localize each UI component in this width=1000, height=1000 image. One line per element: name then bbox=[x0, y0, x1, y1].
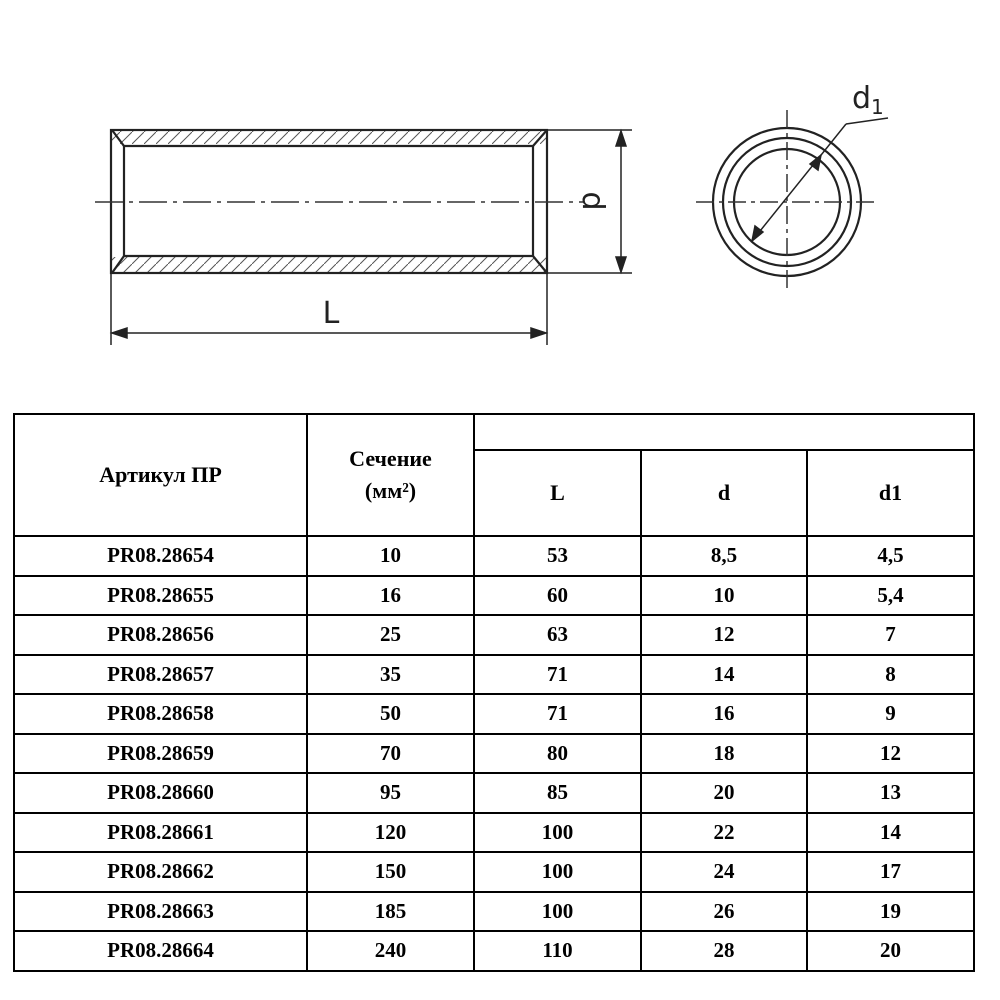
L-cell: 80 bbox=[474, 734, 641, 774]
table-body bbox=[14, 536, 974, 971]
d1-cell: 19 bbox=[807, 892, 974, 932]
article-cell: PR08.28660 bbox=[14, 773, 307, 813]
header-L: L bbox=[474, 450, 641, 536]
specification-table bbox=[13, 413, 975, 972]
d1-cell: 13 bbox=[807, 773, 974, 813]
section-cell: 35 bbox=[307, 655, 474, 695]
article-cell: PR08.28656 bbox=[14, 615, 307, 655]
header-section-line1: Сечение bbox=[349, 446, 432, 472]
L-cell: 63 bbox=[474, 615, 641, 655]
L-cell: 100 bbox=[474, 852, 641, 892]
d1-cell: 17 bbox=[807, 852, 974, 892]
section-cell: 150 bbox=[307, 852, 474, 892]
sleeve-technical-drawing bbox=[0, 0, 1000, 400]
section-cell: 185 bbox=[307, 892, 474, 932]
table-row bbox=[14, 576, 974, 616]
section-cell: 50 bbox=[307, 694, 474, 734]
table-row bbox=[14, 536, 974, 576]
table-row bbox=[14, 694, 974, 734]
d-cell: 18 bbox=[641, 734, 807, 774]
article-cell: PR08.28657 bbox=[14, 655, 307, 695]
top-wall-hatch bbox=[112, 130, 546, 144]
section-cell: 16 bbox=[307, 576, 474, 616]
header-row-1 bbox=[14, 414, 974, 450]
d1-cell: 5,4 bbox=[807, 576, 974, 616]
table-row bbox=[14, 773, 974, 813]
d-cell: 24 bbox=[641, 852, 807, 892]
d-cell: 20 bbox=[641, 773, 807, 813]
d-cell: 28 bbox=[641, 931, 807, 971]
article-cell: PR08.28664 bbox=[14, 931, 307, 971]
header-article: Артикул ПР bbox=[14, 414, 307, 536]
d-cell: 22 bbox=[641, 813, 807, 853]
article-cell: PR08.28662 bbox=[14, 852, 307, 892]
L-cell: 100 bbox=[474, 813, 641, 853]
dimension-L-label: L bbox=[322, 296, 340, 331]
d1-cell: 7 bbox=[807, 615, 974, 655]
d1-cell: 9 bbox=[807, 694, 974, 734]
d-cell: 10 bbox=[641, 576, 807, 616]
d1-cell: 20 bbox=[807, 931, 974, 971]
L-cell: 60 bbox=[474, 576, 641, 616]
d1-cell: 4,5 bbox=[807, 536, 974, 576]
header-d1: d1 bbox=[807, 450, 974, 536]
header-d: d bbox=[641, 450, 807, 536]
d-cell: 16 bbox=[641, 694, 807, 734]
article-cell: PR08.28655 bbox=[14, 576, 307, 616]
article-cell: PR08.28658 bbox=[14, 694, 307, 734]
article-cell: PR08.28654 bbox=[14, 536, 307, 576]
header-dimensions-group bbox=[474, 414, 974, 450]
L-cell: 100 bbox=[474, 892, 641, 932]
dimension-d-label: d bbox=[575, 191, 610, 211]
d1-sub: 1 bbox=[871, 95, 884, 119]
d1-cell: 12 bbox=[807, 734, 974, 774]
table-row bbox=[14, 931, 974, 971]
article-cell: PR08.28663 bbox=[14, 892, 307, 932]
table-row bbox=[14, 734, 974, 774]
section-cell: 10 bbox=[307, 536, 474, 576]
L-cell: 85 bbox=[474, 773, 641, 813]
dimension-d1-label bbox=[852, 81, 884, 119]
d-cell: 14 bbox=[641, 655, 807, 695]
section-cell: 25 bbox=[307, 615, 474, 655]
L-cell: 71 bbox=[474, 694, 641, 734]
section-cell: 120 bbox=[307, 813, 474, 853]
L-cell: 71 bbox=[474, 655, 641, 695]
bottom-wall-hatch bbox=[112, 257, 546, 272]
L-cell: 110 bbox=[474, 931, 641, 971]
d1-cell: 8 bbox=[807, 655, 974, 695]
table-row bbox=[14, 615, 974, 655]
section-cell: 70 bbox=[307, 734, 474, 774]
d-cell: 8,5 bbox=[641, 536, 807, 576]
d1-cell: 14 bbox=[807, 813, 974, 853]
article-cell: PR08.28659 bbox=[14, 734, 307, 774]
d1-base: d bbox=[852, 81, 872, 116]
L-cell: 53 bbox=[474, 536, 641, 576]
article-cell: PR08.28661 bbox=[14, 813, 307, 853]
table-row bbox=[14, 813, 974, 853]
d-cell: 26 bbox=[641, 892, 807, 932]
header-section bbox=[307, 414, 474, 536]
table-row bbox=[14, 655, 974, 695]
table-row bbox=[14, 892, 974, 932]
header-section-line2: (мм²) bbox=[364, 478, 417, 503]
section-cell: 95 bbox=[307, 773, 474, 813]
d-cell: 12 bbox=[641, 615, 807, 655]
section-cell: 240 bbox=[307, 931, 474, 971]
table-row bbox=[14, 852, 974, 892]
